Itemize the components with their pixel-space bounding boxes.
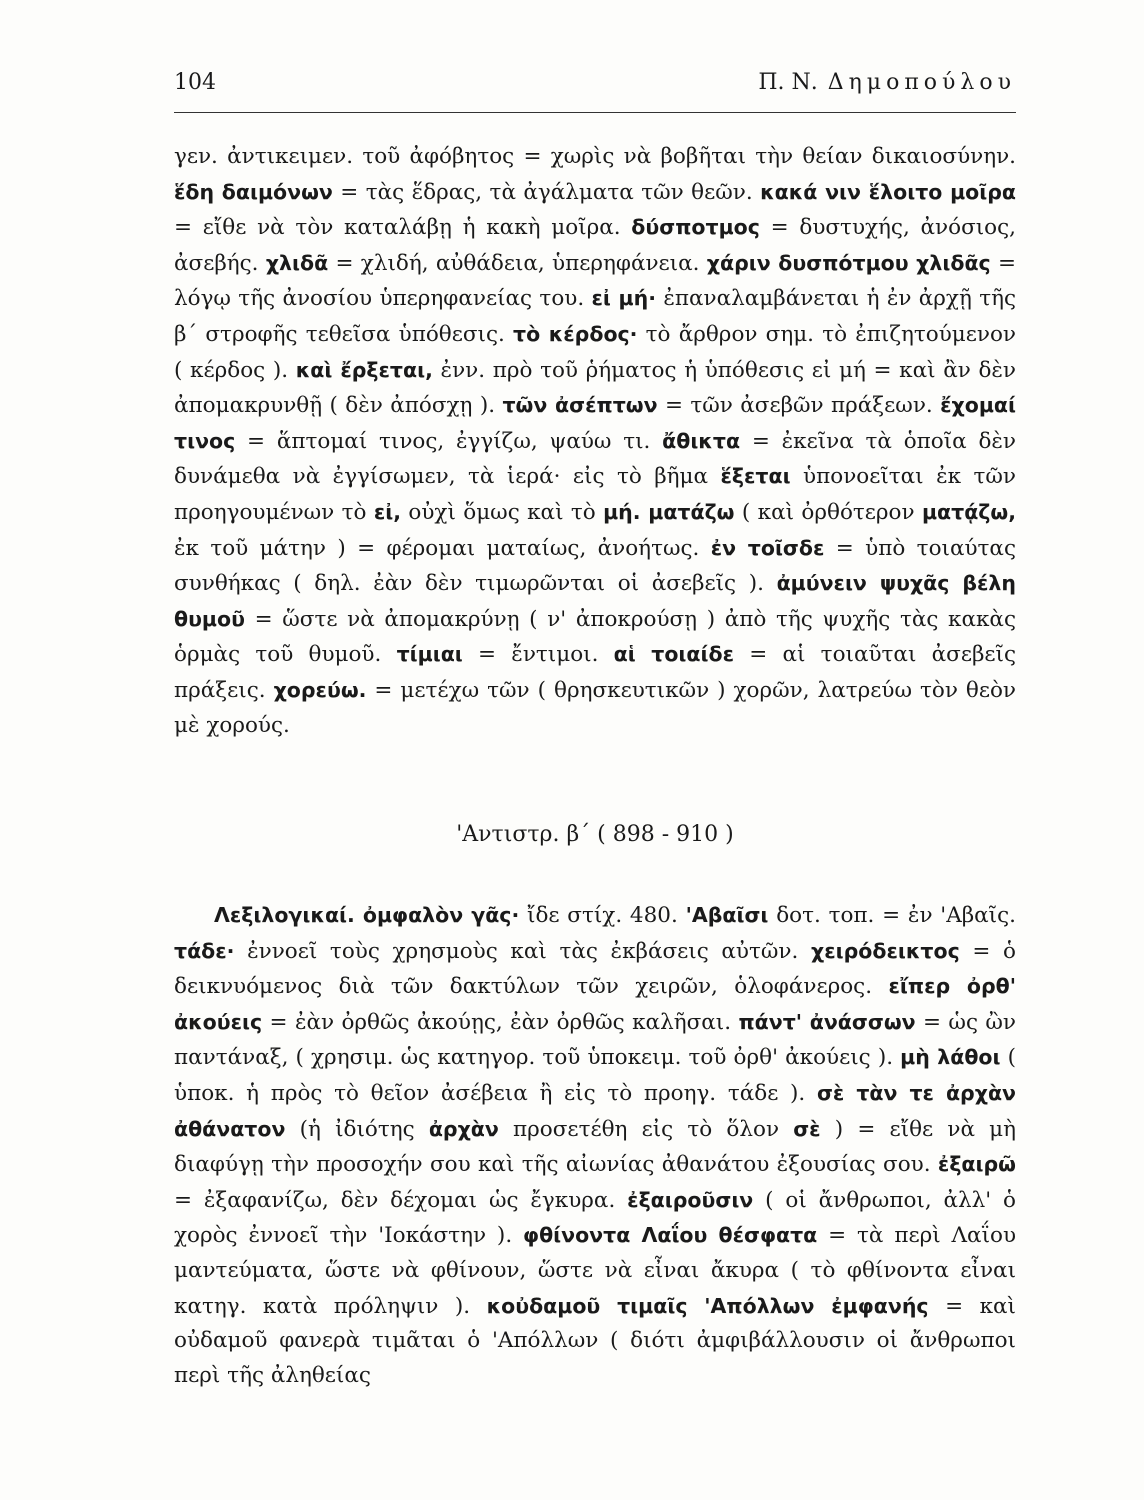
lemma-term: εἰ μή·: [591, 286, 657, 311]
commentary-paragraph-2: [174, 898, 1016, 1393]
gloss-text: = ὑπὸ τοιαύτας συνθήκας ( δηλ. ἐὰν δὲν τιμωρῶνται οἱ ἀσεβεῖς ).: [174, 535, 1016, 597]
gloss-text: ( καὶ ὀρθότερον: [734, 499, 922, 525]
lemma-term: φθίνοντα Λαΐου θέσφατα: [523, 1223, 818, 1248]
gloss-text: ἐπαναλαμβάνεται ἡ ἐν ἀρχῇ τῆς β΄ στροφῆς τεθεῖσα ὑπόθεσις.: [174, 286, 1017, 347]
lemma-term: ἐξαιρῶ: [937, 1152, 1016, 1177]
lemma-term: πάντ' ἀνάσσων: [738, 1009, 916, 1034]
page-header: [174, 70, 1016, 108]
page-number: 104: [174, 70, 216, 95]
lemma-term: τῶν ἀσέπτων: [502, 393, 658, 418]
gloss-text: ἐκ τοῦ μάτην ) = φέρομαι ματαίως, ἀνοήτως.: [174, 535, 711, 561]
gloss-text: = τὰς ἕδρας, τὰ ἀγάλματα τῶν θεῶν.: [332, 179, 761, 205]
gloss-text: = χλιδή, αὐθάδεια, ὑπερηφάνεια.: [328, 250, 707, 276]
gloss-text: = λόγῳ τῆς ἀνοσίου ὑπερηφανείας του.: [174, 250, 1016, 312]
gloss-text: = ἐὰν ὀρθῶς ἀκούῃς, ἐὰν ὀρθῶς καλῆσαι.: [262, 1009, 739, 1035]
gloss-text: ( οἱ ἄνθρωποι, ἀλλ' ὁ χορὸς ἐννοεῖ τὴν 'Ιοκάστην ).: [174, 1187, 1017, 1249]
lemma-term: ἔχομαί τινος: [174, 393, 1016, 453]
gloss-text: ( ὑποκ. ἡ πρὸς τὸ θεῖον ἀσέβεια ἢ εἰς τὸ προηγ. τάδε ).: [174, 1045, 1017, 1106]
gloss-text: = ἐκεῖνα τὰ ὁποῖα δὲν δυνάμεθα νὰ ἐγγίσωμεν, τὰ ἱερά· εἰς τὸ βῆμα: [174, 428, 1016, 490]
section-title: 'Αντιστρ. β΄ ( 898 - 910 ): [456, 822, 734, 847]
gloss-text: γεν. ἀντικειμεν. τοῦ ἀφόβητος = χωρὶς νὰ βοβῆται τὴν θείαν δικαιοσύνην.: [174, 144, 1016, 169]
lemma-term: χορεύω.: [273, 677, 367, 702]
gloss-text: = ὡς ὢν παντάναξ, ( χρησιμ. ὡς κατηγορ. τοῦ ὑποκειμ. τοῦ ὀρθ' ἀκούεις ).: [174, 1009, 1016, 1071]
gloss-text: (ἡ ἰδιότης: [285, 1116, 429, 1142]
lemma-term: τὸ κέρδος·: [513, 321, 638, 346]
lemma-term: χάριν δυσπότμου χλιδᾶς: [706, 250, 991, 275]
lemma-term: κοὐδαμοῦ τιμαῖς 'Απόλλων ἐμφανής: [486, 1293, 929, 1318]
gloss-text: = ἔντιμοι.: [462, 642, 614, 668]
gloss-text: προσετέθη εἰς τὸ ὅλον: [498, 1116, 794, 1142]
lemma-term: σὲ: [793, 1116, 821, 1141]
lemma-term: Λεξιλογικαί. ὀμφαλὸν γᾶς·: [214, 903, 520, 927]
lemma-term: εἴπερ ὀρθ' ἀκούεις: [174, 974, 1016, 1034]
lemma-term: ἀρχὰν: [428, 1116, 499, 1141]
gloss-text: = τὰ περὶ Λαΐου μαντεύματα, ὥστε νὰ φθίνουν, ὥστε νὰ εἶναι ἄκυρα ( τὸ φθίνοντα εἶναι κατηγ. κατὰ πρόληψιν ).: [174, 1223, 1017, 1319]
lemma-term: 'Αβαῖσι: [685, 903, 769, 927]
gloss-text: = τῶν ἀσεβῶν πράξεων.: [657, 393, 941, 419]
gloss-text: ἐνν. πρὸ τοῦ ῥήματος ἡ ὑπόθεσις εἰ μή = καὶ ἂν δὲν ἀπομακρυνθῇ ( δὲν ἀπόσχῃ ).: [174, 357, 1017, 419]
lemma-term: μή. ματάζω: [603, 499, 735, 524]
lemma-term: ματᾴζω,: [921, 499, 1017, 524]
gloss-text: δοτ. τοπ. = ἐν 'Αβαῖς.: [768, 903, 1016, 928]
gloss-text: = αἱ τοιαῦται ἀσεβεῖς πράξεις.: [174, 642, 1016, 703]
lemma-term: ἀμύνειν ψυχᾶς βέλη θυμοῦ: [174, 571, 1016, 631]
lemma-term: ἕξεται: [720, 464, 791, 489]
gloss-text: ὑπονοεῖται ἐκ τῶν προηγουμένων τὸ: [174, 464, 1016, 525]
gloss-text: = καὶ οὐδαμοῦ φανερὰ τιμᾶται ὁ 'Απόλλων ( διότι ἀμφιβάλλουσιν οἱ ἄνθρωποι περὶ τῆς ἀληθείας: [174, 1293, 1016, 1388]
lemma-term: αἱ τοιαίδε: [613, 642, 734, 667]
gloss-text: οὐχὶ ὅμως καὶ τὸ: [401, 499, 604, 525]
lemma-term: δύσποτμος: [631, 215, 760, 240]
running-head: [758, 70, 1016, 95]
gloss-text: = ὥστε νὰ ἀπομακρύνῃ ( ν' ἀποκρούσῃ ) ἀπὸ τῆς ψυχῆς τὰς κακὰς ὁρμὰς τοῦ θυμοῦ.: [174, 606, 1016, 668]
lemma-term: κακά νιν ἕλοιτο μοῖρα: [760, 179, 1016, 204]
lemma-term: τίμιαι: [396, 642, 463, 667]
lemma-term: χλιδᾶ: [265, 250, 329, 275]
lemma-term: ἐν τοῖσδε: [710, 535, 825, 560]
gloss-text: τὸ ἄρθρον σημ. τὸ ἐπιζητούμενον ( κέρδος ).: [174, 321, 1016, 383]
lemma-term: εἰ,: [373, 499, 402, 524]
gloss-text: = ὁ δεικνυόμενος διὰ τῶν δακτύλων τῶν χειρῶν, ὁλοφάνερος.: [174, 938, 1016, 1000]
gloss-text: ἴδε στίχ. 480.: [519, 903, 686, 928]
lemma-term: καὶ ἔρξεται,: [295, 357, 433, 382]
gloss-text: ) = εἴθε νὰ μὴ διαφύγῃ τὴν προσοχήν σου καὶ τῆς αἰωνίας ἀθανάτου ἐξουσίας σου.: [174, 1116, 1017, 1178]
lemma-term: ἄθικτα: [662, 428, 741, 453]
gloss-text: = εἴθε νὰ τὸν καταλάβῃ ἡ κακὴ μοῖρα.: [174, 215, 632, 241]
gloss-text: = μετέχω τῶν ( θρησκευτικῶν ) χορῶν, λατρεύω τὸν θεὸν μὲ χορούς.: [174, 677, 1016, 738]
gloss-text: ἐννοεῖ τοὺς χρησμοὺς καὶ τὰς ἐκβάσεις αὐτῶν.: [234, 938, 811, 964]
lemma-term: μὴ λάθοι: [900, 1045, 1001, 1070]
lemma-term: σὲ τὰν τε ἀρχὰν ἀθάνατον: [174, 1080, 1016, 1141]
lemma-term: ἕδη δαιμόνων: [174, 179, 333, 204]
gloss-text: = ἅπτομαί τινος, ἐγγίζω, ψαύω τι.: [235, 428, 663, 454]
author-surname: Δημοπούλου: [827, 70, 1016, 95]
gloss-text: = δυστυχής, ἀνόσιος, ἀσεβής.: [174, 215, 1016, 276]
lemma-term: χειρόδεικτος: [810, 938, 960, 963]
commentary-paragraph-1: [174, 140, 1016, 743]
lemma-term: τάδε·: [174, 938, 235, 963]
author-initials: Π. Ν.: [758, 70, 818, 95]
lemma-term: ἐξαιροῦσιν: [627, 1187, 754, 1212]
gloss-text: = ἐξαφανίζω, δὲν δέχομαι ὡς ἔγκυρα.: [174, 1187, 628, 1213]
header-rule: [174, 112, 1016, 113]
